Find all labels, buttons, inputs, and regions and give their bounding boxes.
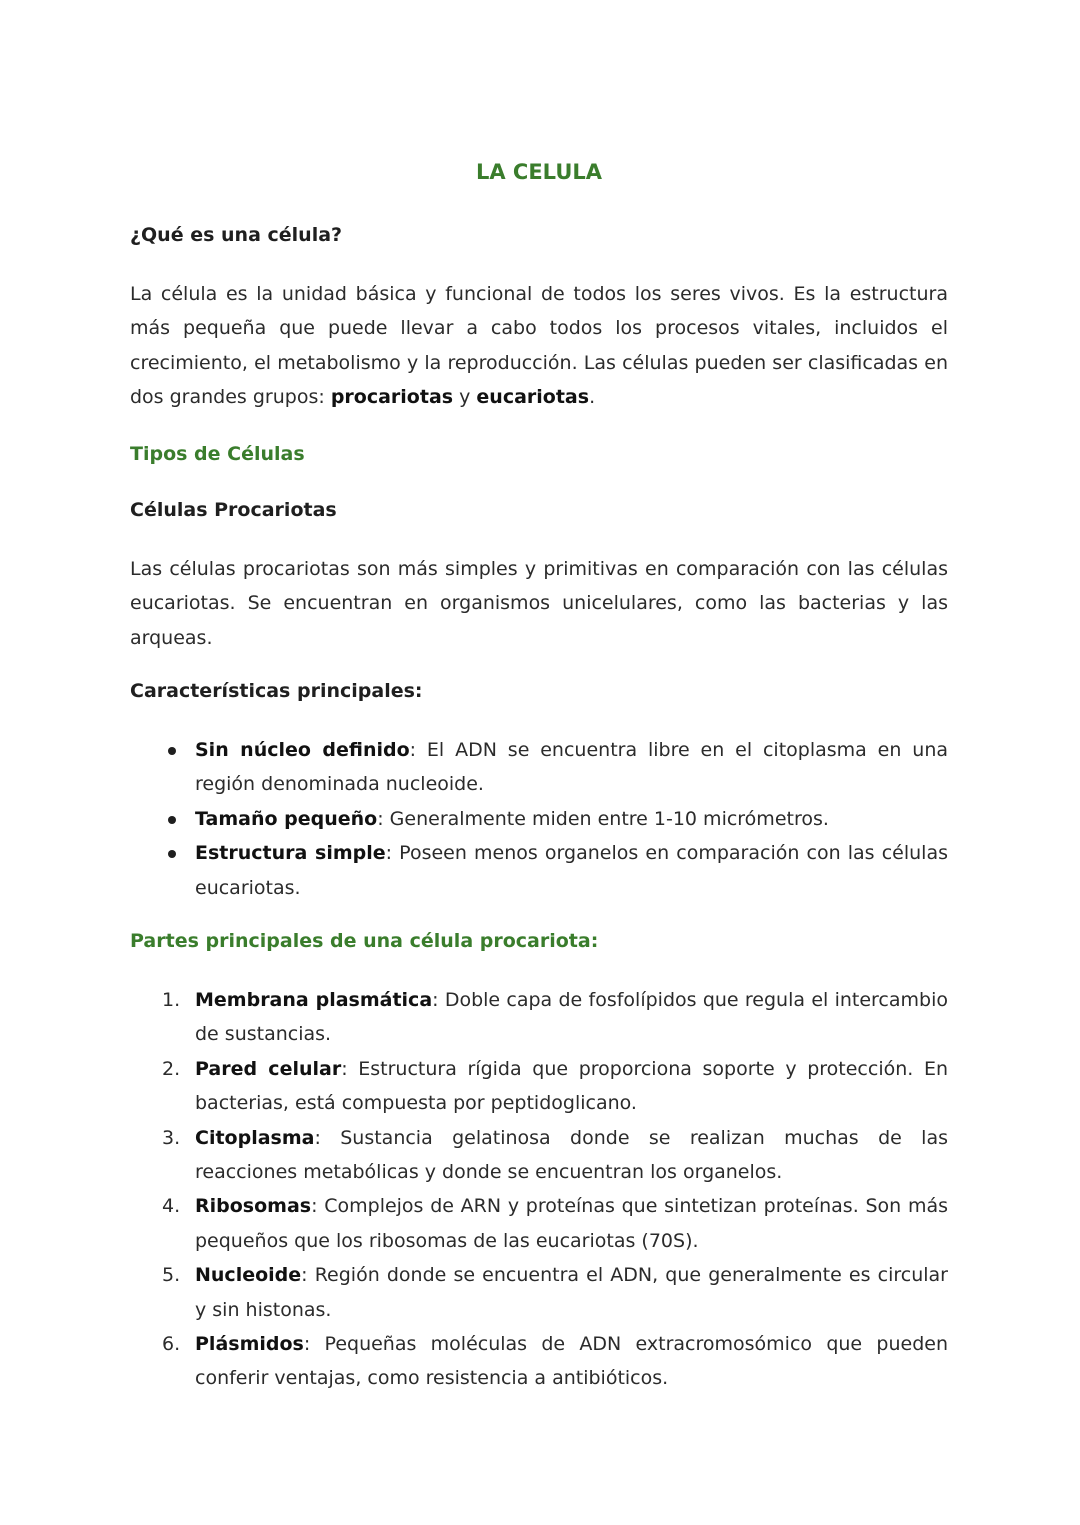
list-number: 2.: [162, 1057, 181, 1080]
intro-paragraph: [130, 277, 948, 415]
list-item: [130, 733, 948, 802]
list-item: [130, 836, 948, 905]
list-item: [130, 1189, 948, 1258]
bullet-icon: [168, 747, 176, 755]
page-title: LA CELULA: [475, 160, 603, 184]
list-number: 3.: [162, 1126, 181, 1149]
prokaryotes-description: Las células procariotas son más simples y primitivas en comparación con las células eucariotas. Se encuentran en organismos unicelulares, como las bacterias y las arqueas.: [130, 558, 948, 649]
prokaryotes-heading: Células Procariotas: [130, 499, 337, 521]
intro-text-2: y: [453, 386, 477, 409]
part-text: : Región donde se encuentra el ADN, que generalmente es circular y sin histonas.: [195, 1264, 948, 1321]
intro-text-3: .: [589, 386, 596, 409]
part-text: : Estructura rígida que proporciona soporte y protección. En bacterias, está compuesta por peptidoglicano.: [195, 1057, 948, 1115]
characteristic-term: Sin núcleo definido: [195, 739, 410, 761]
part-text: : Pequeñas moléculas de ADN extracromosómico que pueden conferir ventajas, como resistencia a antibióticos.: [195, 1333, 948, 1390]
list-item: [130, 1327, 948, 1396]
characteristics-heading: Características principales:: [130, 680, 423, 702]
list-item: [130, 802, 948, 836]
part-term: Citoplasma: [195, 1126, 315, 1149]
list-item: [130, 1121, 948, 1190]
part-term: Ribosomas: [195, 1195, 312, 1218]
list-number: 6.: [162, 1333, 181, 1356]
part-text: : Complejos de ARN y proteínas que sintetizan proteínas. Son más pequeños que los ribosomas de las eucariotas (70S).: [195, 1195, 948, 1252]
characteristic-text: : El ADN se encuentra libre en el citoplasma en una región denominada nucleoide.: [195, 739, 949, 796]
characteristic-text: : Poseen menos organelos en comparación con las células eucariotas.: [195, 842, 948, 899]
part-term: Nucleoide: [195, 1264, 302, 1287]
part-text: : Sustancia gelatinosa donde se realizan muchas de las reacciones metabólicas y donde se encuentran los organelos.: [195, 1126, 948, 1184]
characteristic-term: Estructura simple: [195, 842, 386, 865]
part-term: Pared celular: [195, 1057, 342, 1080]
parts-heading: Partes principales de una célula procariota:: [130, 930, 599, 952]
characteristic-term: Tamaño pequeño: [195, 807, 378, 830]
list-item: [130, 1052, 948, 1121]
list-number: 4.: [162, 1195, 181, 1218]
intro-bold-procariotas: procariotas: [330, 386, 454, 409]
bullet-icon: [168, 816, 176, 824]
list-item: [130, 983, 948, 1052]
characteristic-text: : Generalmente miden entre 1-10 micrómetros.: [377, 807, 829, 830]
part-text: : Doble capa de fosfolípidos que regula el intercambio de sustancias.: [195, 989, 948, 1046]
list-item: [130, 1258, 948, 1327]
characteristics-list: [130, 733, 948, 905]
part-term: Plásmidos: [195, 1333, 304, 1356]
list-number: 5.: [162, 1264, 181, 1287]
part-term: Membrana plasmática: [195, 989, 433, 1011]
question-heading: ¿Qué es una célula?: [130, 224, 343, 246]
parts-list: [130, 983, 948, 1396]
intro-text-1: La célula es la unidad básica y funcional de todos los seres vivos. Es la estructura más pequeña que puede llevar a cabo todos los procesos vitales, incluidos el crecimiento, el metabolismo y la reproducción. Las células pueden ser clasificadas en dos grandes grupos:: [130, 283, 948, 409]
bullet-icon: [168, 850, 176, 858]
list-number: 1.: [162, 989, 181, 1011]
intro-bold-eucariotas: eucariotas: [476, 386, 590, 409]
types-heading: Tipos de Células: [130, 443, 305, 465]
